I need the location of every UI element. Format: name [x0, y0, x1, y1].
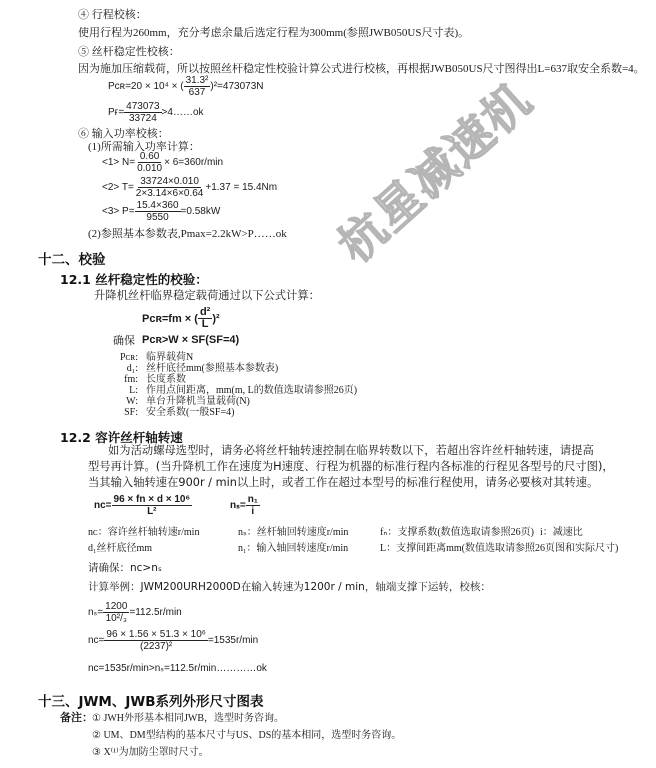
- ensure-label: 确保: [113, 335, 135, 347]
- nc-num: 96 × fn × d × 10⁶: [113, 494, 191, 505]
- pf-num: 473073: [126, 101, 160, 112]
- definition-description: 临界载荷N: [146, 352, 194, 363]
- legend-item: i：减速比: [540, 527, 583, 538]
- ex-nc-den: (2237)²: [140, 641, 173, 652]
- definition-symbol: SF:: [124, 407, 138, 418]
- s4-body: 使用行程为260mm，充分考虑余量后选定行程为300mm(参照JWB050US尺寸表)。: [78, 27, 470, 39]
- eq2: [102, 176, 277, 199]
- eq3-fraction: [135, 200, 181, 223]
- nc-formula: [94, 494, 192, 517]
- s122-para-line2: 型号再计算。(当升降机工作在速度为H速度、行程为机器的标准行程内各标准的行程见各型号的尺寸图)，: [88, 460, 614, 473]
- pf-lhs: Pғ=: [108, 106, 125, 118]
- note-item: ③ X⁽¹⁾为加防尘罩时尺寸。: [92, 747, 209, 758]
- pcr-formula: [142, 307, 220, 330]
- ns-den: i: [251, 506, 255, 517]
- ex-final: nᴄ=1535r/min>nₛ=112.5r/min…………ok: [88, 663, 267, 674]
- definition-description: 作用点间距离，mm(m, L的数值选取请参照26页): [146, 385, 358, 396]
- eq3-num: 15.4×360: [136, 200, 179, 211]
- ex-ns-rhs: =112.5r/min: [129, 606, 182, 618]
- ex-ns-den: 10²/₃: [105, 613, 127, 624]
- eq1-fraction: [135, 151, 164, 174]
- nc-fraction: [112, 494, 193, 517]
- pcr-formula-den: L: [201, 318, 209, 330]
- eq1-num: 0.60: [139, 151, 160, 162]
- ex-ns-num: 1200: [105, 601, 128, 612]
- eq2-num: 33724×0.010: [140, 176, 199, 187]
- pf-fraction: [124, 101, 161, 124]
- pcr-den: 637: [188, 87, 206, 98]
- ns-num: n₁: [247, 494, 258, 505]
- definition-symbol: W:: [126, 396, 138, 407]
- definition-symbol: Pᴄʀ:: [120, 352, 138, 363]
- ex-nc-fraction: [104, 629, 207, 652]
- ns-fraction: [246, 494, 260, 517]
- legend-item: n₁：输入轴回转速度r/min: [238, 543, 349, 554]
- section-13-title: 十三、JWM、JWB系列外形尺寸图表: [38, 694, 264, 710]
- s121-intro: 升降机丝杆临界稳定载荷通过以下公式计算：: [94, 289, 320, 302]
- definition-symbol: L:: [129, 385, 138, 396]
- pcr-formula-fraction: [198, 307, 212, 330]
- eq2-den: 2×3.14×6×0.64: [135, 188, 204, 199]
- s122-para-line3: 当其输入轴转速在900r / min以上时，或者工作在超过本型号的标准行程使用，请务必要核对其转速。: [88, 476, 599, 489]
- legend-item: d₁丝杆底径mm: [88, 543, 153, 554]
- s6-sub2: (2)参照基本参数表,Pmax=2.2kW>P……ok: [88, 228, 287, 240]
- eq2-rhs: +1.37 = 15.4Nm: [205, 181, 278, 193]
- pf-equation: [108, 101, 204, 124]
- ex-nc-lhs: nᴄ=: [88, 634, 105, 646]
- ex-ns-lhs: nₛ=: [88, 606, 104, 618]
- eq2-lhs: <2> T=: [102, 181, 134, 193]
- ex-ns-fraction: [103, 601, 129, 624]
- legend-item: L：支撑间距离mm(数值选取请参照26页图和实际尺寸): [380, 543, 619, 554]
- definition-description: 安全系数(一般SF=4): [146, 407, 235, 418]
- ns-formula: [230, 494, 260, 517]
- pcr-num: 31.3²: [185, 75, 209, 86]
- eq3-den: 9550: [146, 212, 169, 223]
- note-item: ② UM、DM型结构的基本尺寸与US、DS的基本相同，选型时务咨询。: [92, 730, 402, 741]
- calc-example: 计算举例：JWM200URH2000D在输入转速为1200r / min，轴端支撑下运转，校核：: [88, 581, 491, 593]
- watermark: 杭星减速机: [328, 72, 543, 273]
- definition-description: 单台升降机当量载荷(N): [146, 396, 250, 407]
- ex-nc-num: 96 × 1.56 × 51.3 × 10⁶: [106, 629, 206, 640]
- pf-den: 33724: [128, 113, 157, 124]
- legend-item: fₙ：支撑系数(数值选取请参照26页): [380, 527, 534, 538]
- s5-title: ⑤ 丝杆稳定性校核：: [78, 46, 180, 58]
- s4-title: ④ 行程校核：: [78, 9, 147, 21]
- legend-item: nₛ：丝杆轴回转速度r/min: [238, 527, 349, 538]
- pcr-rhs: )²=473073N: [210, 80, 264, 92]
- definition-symbol: fm:: [124, 374, 138, 385]
- pcr-formula-rhs: )²: [212, 312, 220, 325]
- section-12-1-title: 12.1 丝杆稳定性的校验：: [60, 272, 208, 287]
- pcr-lhs: Pᴄʀ=20 × 10⁴ × (: [108, 80, 184, 92]
- pcr-formula-lhs: Pᴄʀ=fm × (: [142, 312, 198, 325]
- eq2-fraction: [134, 176, 206, 199]
- eq3: [102, 200, 220, 223]
- notes-label: 备注：: [60, 712, 93, 724]
- ex-nc-equation: [88, 629, 258, 652]
- eq1-rhs: × 6=360r/min: [164, 156, 224, 168]
- section-12-title: 十二、校验: [38, 252, 106, 268]
- eq1-den: 0.010: [137, 163, 163, 174]
- s122-para-line1: 如为活动螺母选型时，请务必将丝杆轴转速控制在临界转数以下，若超出容许丝杆轴转速，请提高: [108, 444, 594, 457]
- eq1: [102, 151, 223, 174]
- pcr-formula-num: d²: [199, 306, 211, 318]
- eq3-lhs: <3> P=: [102, 205, 135, 217]
- definition-description: 长度系数: [146, 374, 186, 385]
- pcr-fraction: [184, 75, 211, 98]
- ensure-formula: Pᴄʀ>W × SF(SF=4): [142, 334, 240, 346]
- eq3-rhs: =0.58kW: [180, 205, 221, 217]
- nc-den: L²: [147, 506, 157, 517]
- pf-rhs: >4……ok: [161, 106, 204, 118]
- s5-body: 因为施加压缩载荷，所以按照丝杆稳定性校验计算公式进行校核，再根据JWB050US尺寸图得出L=637取安全系数=4。: [78, 63, 645, 75]
- s6-title: ⑥ 输入功率校核：: [78, 128, 169, 140]
- pcr-equation: [108, 75, 263, 98]
- section-12-2-title: 12.2 容许丝杆轴转速: [60, 430, 183, 445]
- ensure-speed: 请确保：nᴄ>nₛ: [88, 562, 162, 574]
- definition-symbol: d₁:: [126, 363, 138, 374]
- ns-lhs: nₛ=: [230, 499, 246, 511]
- note-item: ① JWH外形基本相同JWB，选型时务咨询。: [92, 713, 285, 724]
- eq1-lhs: <1> N=: [102, 156, 136, 168]
- legend-item: nᴄ：容许丝杆轴转速r/min: [88, 527, 200, 538]
- ex-nc-rhs: =1535r/min: [207, 634, 259, 646]
- s6-sub1: (1)所需输入功率计算：: [88, 141, 200, 153]
- definition-description: 丝杆底径mm(参照基本参数表): [146, 363, 279, 374]
- ex-ns-equation: [88, 601, 182, 624]
- nc-lhs: nᴄ=: [94, 499, 112, 511]
